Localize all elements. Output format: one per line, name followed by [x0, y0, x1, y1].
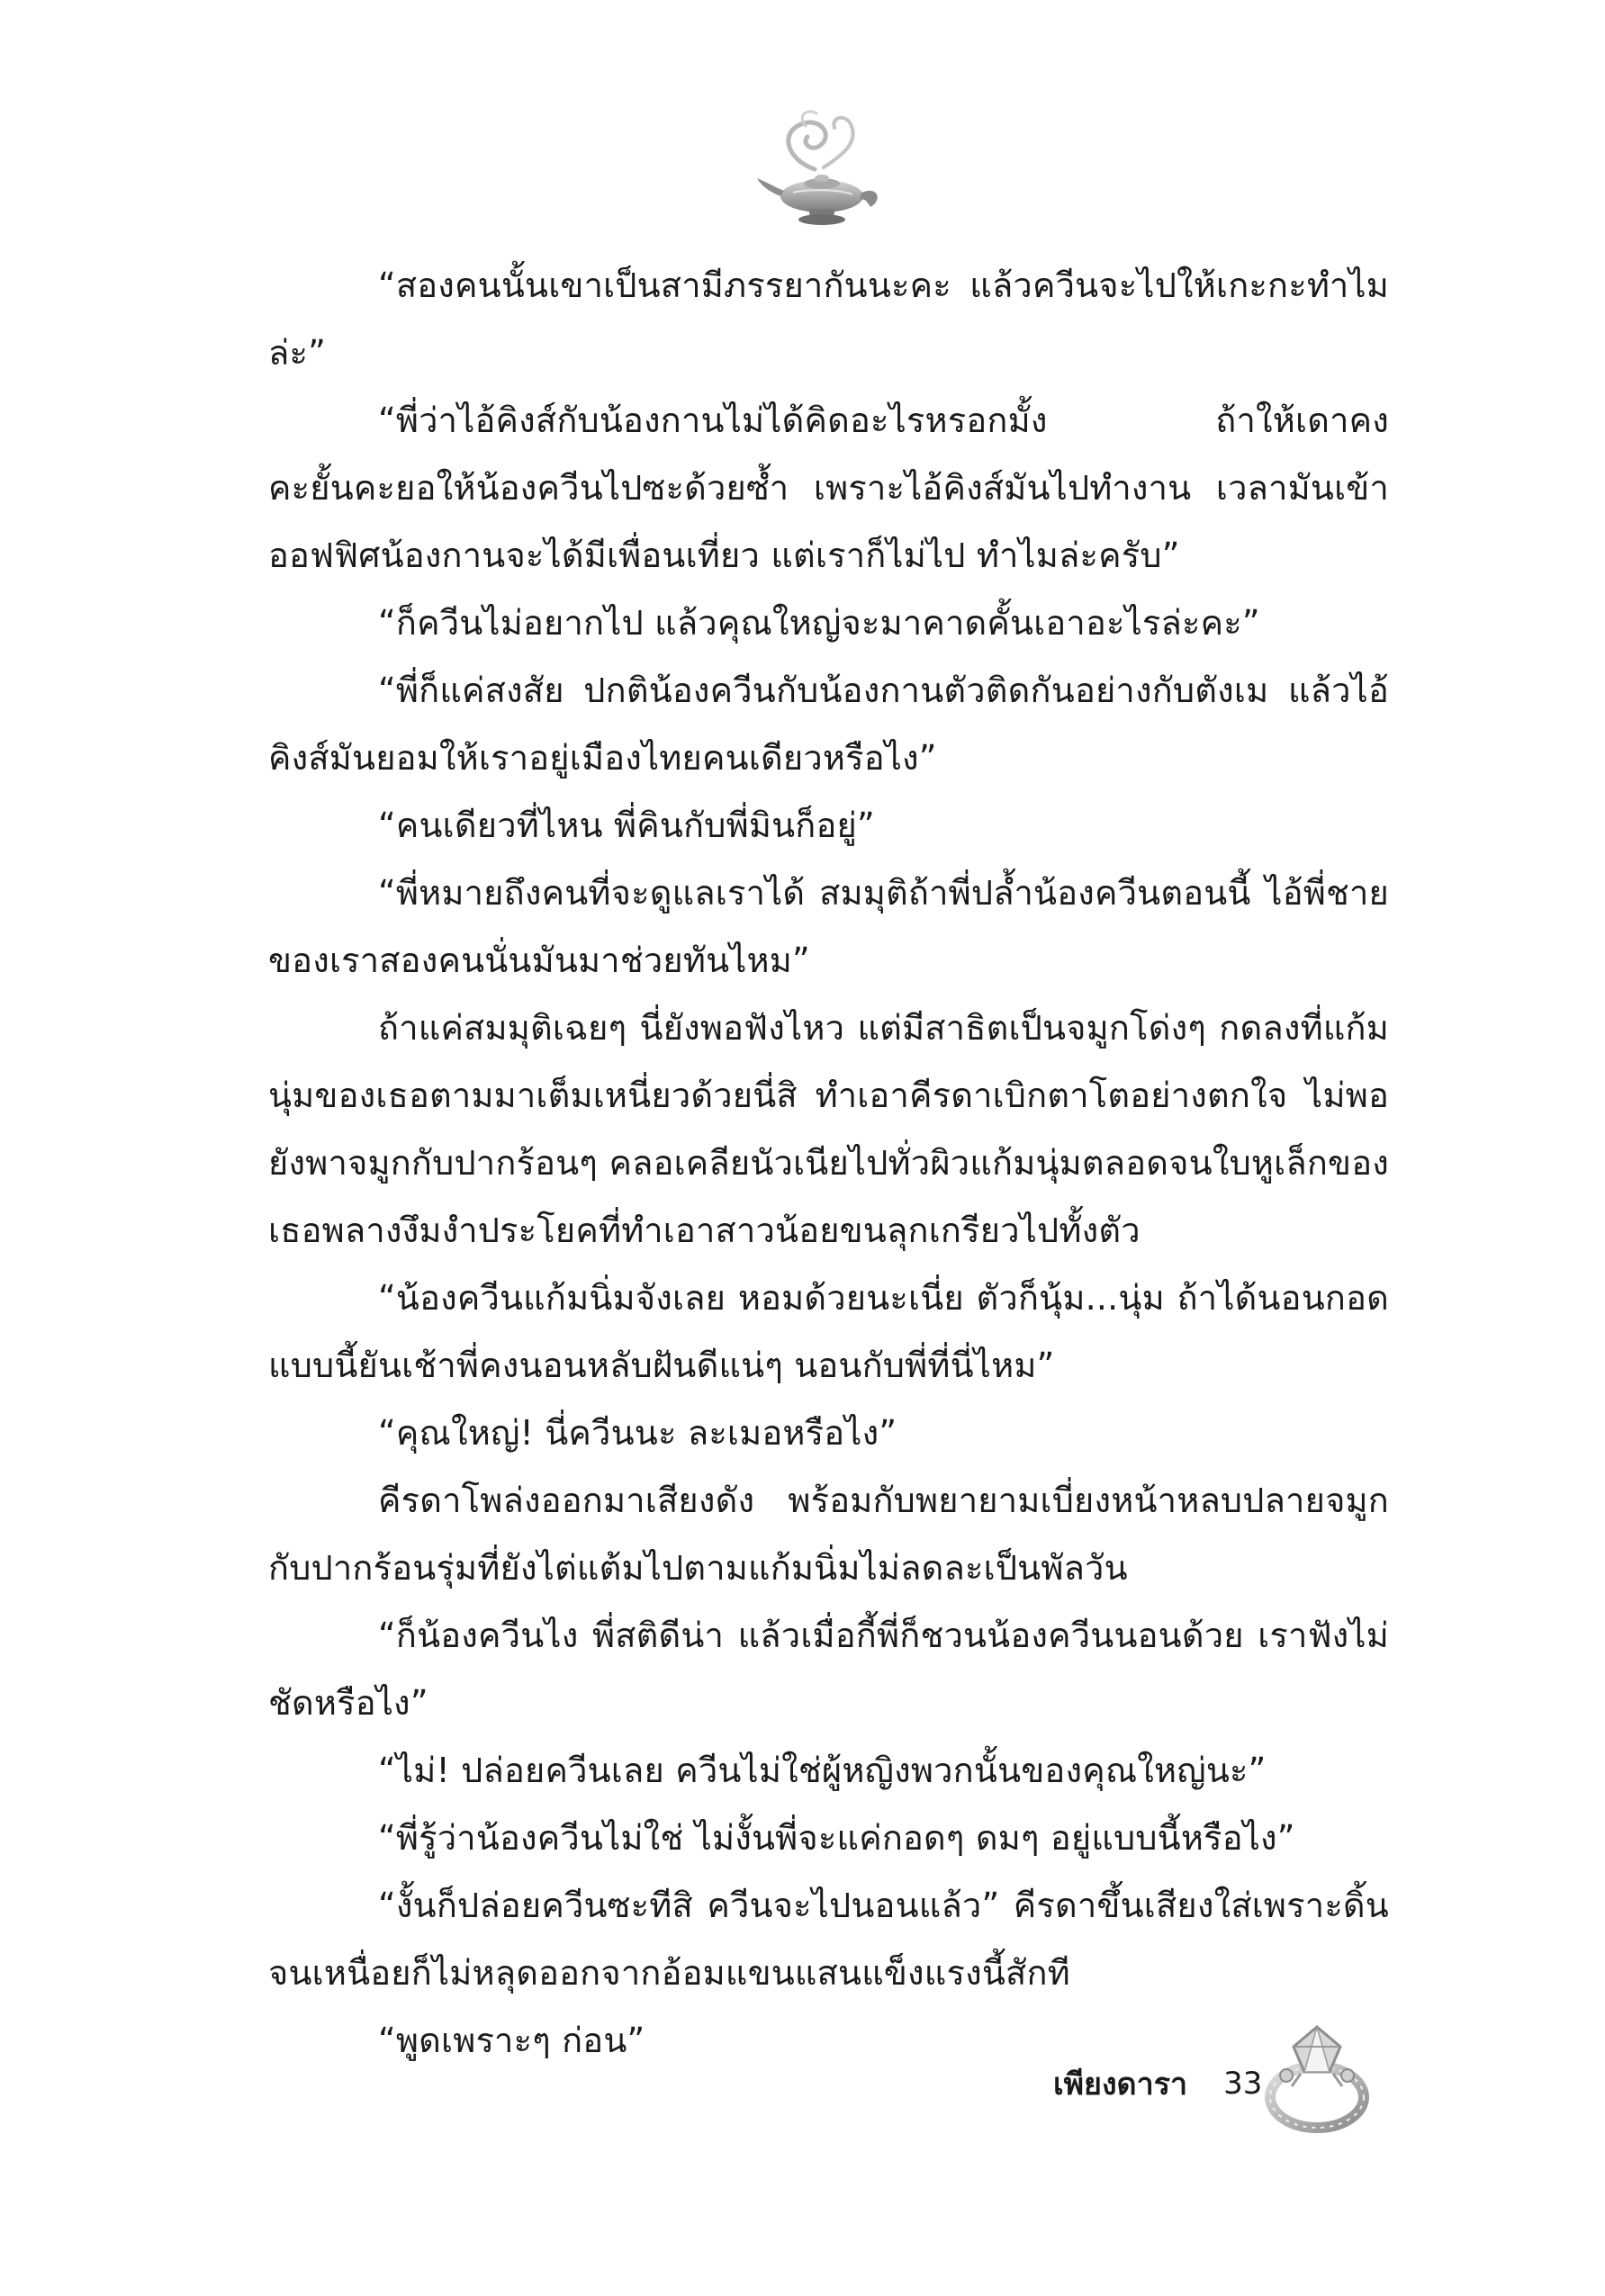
- paragraph: คีรดาโพล่งออกมาเสียงดัง พร้อมกับพยายามเบี่ยงหน้าหลบปลายจมูกกับปากร้อนรุ่มที่ยังไต่แต้มไปตามแก้มนิ่มไม่ลดละเป็นพัลวัน: [268, 1481, 1389, 1588]
- paragraph: “พี่รู้ว่าน้องควีนไม่ใช่ ไม่งั้นพี่จะแค่กอดๆ ดมๆ อยู่แบบนี้หรือไง”: [378, 1818, 1295, 1858]
- page-footer: [1053, 2057, 1262, 2111]
- page-number: 33: [1223, 2066, 1263, 2102]
- paragraph: “พี่หมายถึงคนที่จะดูแลเราได้ สมมุติถ้าพี่ปล้ำน้องควีนตอนนี้ ไอ้พี่ชายของเราสองคนนั่นมันมาช่วยทันไหม”: [268, 873, 1389, 980]
- paragraph: ถ้าแค่สมมุติเฉยๆ นี่ยังพอฟังไหว แต่มีสาธิตเป็นจมูกโด่งๆ กดลงที่แก้มนุ่มของเธอตามมาเต็มเหนี่ยวด้วยนี่สิ ทำเอาคีรดาเบิกตาโตอย่างตกใจ ไม่พอยังพาจมูกกับปากร้อนๆ คลอเคลียนัวเนียไปทั่วผิวแก้มนุ่มตลอดจนใบหูเล็กของเธอพลางงึมงำประโยคที่ทำเอาสาวน้อยขนลุกเกรียวไปทั้งตัว: [268, 1008, 1389, 1250]
- paragraph: “คุณใหญ่! นี่ควีนนะ ละเมอหรือไง”: [378, 1413, 897, 1453]
- paragraph: “ก็ควีนไม่อยากไป แล้วคุณใหญ่จะมาคาดคั้นเอาอะไรล่ะคะ”: [378, 603, 1260, 643]
- paragraph: “น้องควีนแก้มนิ่มจังเลย หอมด้วยนะเนี่ย ตัวก็นุ้ม...นุ่ม ถ้าได้นอนกอดแบบนี้ยันเช้าพี่คงนอนหลับฝันดีแน่ๆ นอนกับพี่ที่นี่ไหม”: [268, 1278, 1389, 1385]
- paragraph: “คนเดียวที่ไหน พี่คินกับพี่มินก็อยู่”: [378, 806, 875, 845]
- book-title: เพียงดารา: [1053, 2066, 1188, 2102]
- story-text: [268, 252, 1389, 2075]
- paragraph: “งั้นก็ปล่อยควีนซะทีสิ ควีนจะไปนอนแล้ว” คีรดาขึ้นเสียงใส่เพราะดิ้นจนเหนื่อยก็ไม่หลุดออกจากอ้อมแขนแสนแข็งแรงนี้สักที: [268, 1886, 1389, 1993]
- paragraph: “พี่ว่าไอ้คิงส์กับน้องกานไม่ได้คิดอะไรหรอกมั้ง ถ้าให้เดาคงคะยั้นคะยอให้น้องควีนไปซะด้วยซ้ำ เพราะไอ้คิงส์มันไปทำงาน เวลามันเข้าออฟฟิศน้องกานจะได้มีเพื่อนเที่ยว แต่เราก็ไม่ไป ทำไมล่ะครับ”: [268, 401, 1389, 575]
- paragraph: “สองคนนั้นเขาเป็นสามีภรรยากันนะคะ แล้วควีนจะไปให้เกะกะทำไมล่ะ”: [268, 266, 1389, 373]
- paragraph: “ไม่! ปล่อยควีนเลย ควีนไม่ใช่ผู้หญิงพวกนั้นของคุณใหญ่นะ”: [378, 1751, 1267, 1790]
- diamond-ring-icon: [1247, 2007, 1382, 2142]
- paragraph: “ก็น้องควีนไง พี่สติดีน่า แล้วเมื่อกี้พี่ก็ชวนน้องควีนนอนด้วย เราฟังไม่ชัดหรือไง”: [268, 1616, 1389, 1723]
- paragraph: “พี่ก็แค่สงสัย ปกติน้องควีนกับน้องกานตัวติดกันอย่างกับตังเม แล้วไอ้คิงส์มันยอมให้เราอยู่เมืองไทยคนเดียวหรือไง”: [268, 671, 1389, 778]
- magic-lamp-icon: [752, 106, 887, 232]
- paragraph: “พูดเพราะๆ ก่อน”: [378, 2021, 645, 2060]
